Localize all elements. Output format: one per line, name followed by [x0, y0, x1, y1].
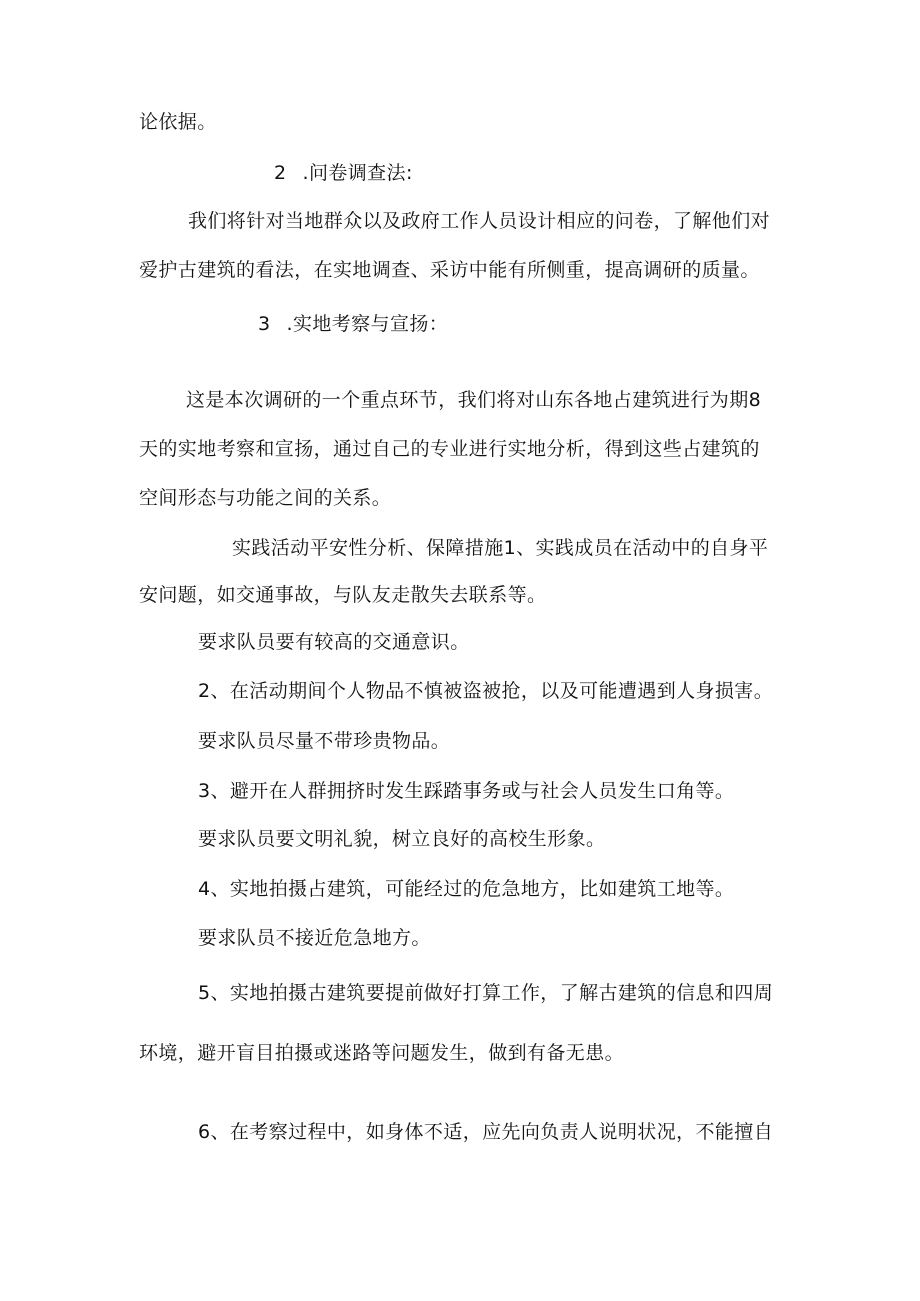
text-line: 要求队员不接近危急地方。	[198, 927, 431, 949]
text-line: 天的实地考察和宣扬，通过自己的专业进行实地分析，得到这些占建筑的	[139, 438, 760, 460]
text-line: 6、在考察过程中，如身体不适，应先向负责人说明状况，不能擅自	[198, 1121, 774, 1143]
section-number: 2	[274, 162, 287, 184]
text-line: 安问题，如交通事故，与队友走散失去联系等。	[139, 584, 547, 606]
text-line: 要求队员要有较高的交通意识。	[198, 631, 470, 653]
section-heading-3	[258, 312, 448, 336]
section-heading-2	[274, 161, 413, 185]
text-line: 环境，避开盲目拍摄或迷路等问题发生，做到有备无患。	[139, 1042, 625, 1064]
text-line: 爱护古建筑的看法，在实地调查、采访中能有所侧重，提高调研的质量。	[139, 259, 760, 281]
section-title: .实地考察与宣扬：	[286, 313, 449, 335]
text-line: 4、实地拍摄占建筑，可能经过的危急地方，比如建筑工地等。	[198, 878, 735, 900]
text-line: 3、避开在人群拥挤时发生踩踏事务或与社会人员发生口角等。	[198, 780, 735, 802]
text-line: 要求队员尽量不带珍贵物品。	[198, 730, 451, 752]
text-line: 这是本次调研的一个重点环节，我们将对山东各地占建筑进行为期8	[186, 389, 762, 411]
text-line: 我们将针对当地群众以及政府工作人员设计相应的问卷，了解他们对	[188, 210, 771, 232]
text-line: 论依据。	[139, 111, 217, 133]
section-title: .问卷调查法:	[302, 162, 413, 184]
text-line: 空间形态与功能之间的关系。	[139, 487, 392, 509]
text-line: 实践活动平安性分析、保障措施1、实践成员在活动中的自身平	[232, 537, 769, 559]
text-line: 2、在活动期间个人物品不慎被盗被抢，以及可能遭遇到人身损害。	[198, 680, 774, 702]
section-number: 3	[258, 313, 271, 335]
text-line: 5、实地拍摄古建筑要提前做好打算工作，了解古建筑的信息和四周	[198, 982, 774, 1004]
text-line: 要求队员要文明礼貌，树立良好的高校生形象。	[198, 828, 606, 850]
